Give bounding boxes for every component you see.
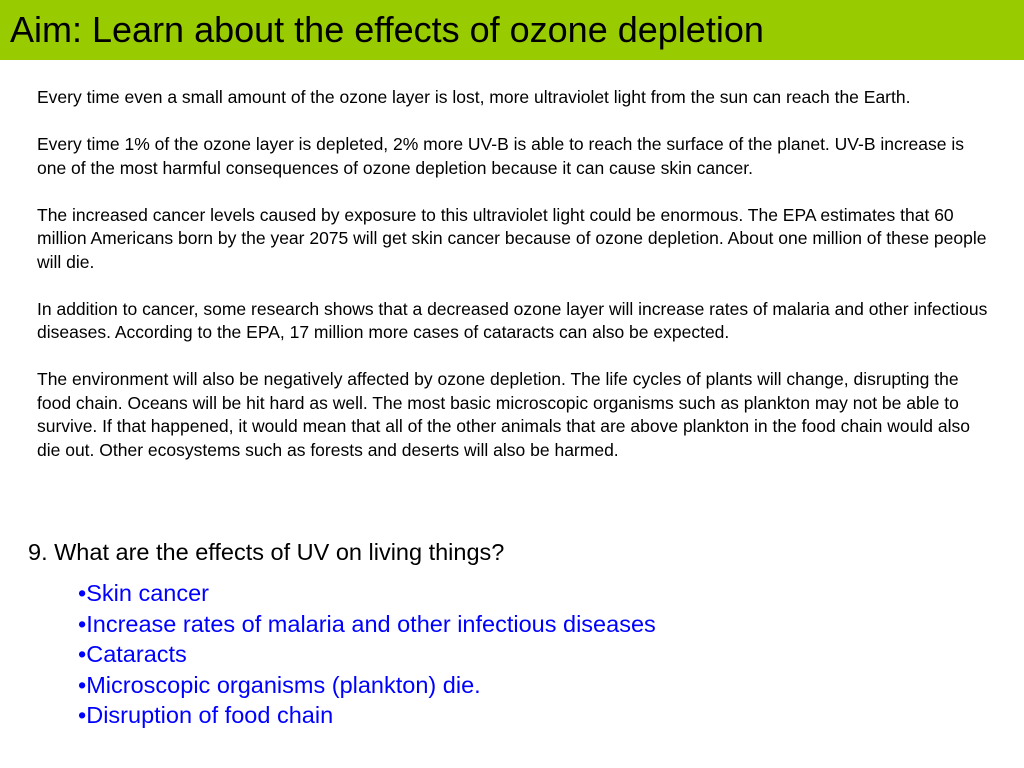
answer-text: Microscopic organisms (plankton) die.: [86, 671, 481, 698]
answer-list: [78, 578, 656, 731]
answer-item: [78, 609, 656, 640]
answer-item: [78, 700, 656, 731]
answer-item: [78, 639, 656, 670]
answer-text: Disruption of food chain: [86, 702, 334, 728]
title-bar: [0, 0, 1024, 60]
paragraph: The environment will also be negatively affected by ozone depletion. The life cycles of plants will change, disrupting the food chain. Oceans will be hit hard as well. The most basic microscopic organisms such as plankton may not be able to survive. If that happened, it would mean that all of the other animals that are above plankton in the food chain would also die out. Other ecosystems such as forests and deserts will also be harmed.: [37, 369, 970, 460]
bullet-marker: •: [78, 610, 87, 637]
question-heading: 9. What are the effects of UV on living things?: [28, 539, 505, 565]
answer-item: [78, 578, 656, 609]
slide-title: Aim: Learn about the effects of ozone depletion: [10, 9, 764, 50]
reading-passage: [37, 86, 992, 462]
answer-text: Increase rates of malaria and other infectious diseases: [86, 610, 656, 637]
bullet-marker: •: [78, 702, 87, 728]
answer-text: Cataracts: [86, 641, 187, 667]
answer-item: [78, 670, 656, 701]
paragraph: Every time even a small amount of the ozone layer is lost, more ultraviolet light from the sun can reach the Earth.: [37, 87, 911, 107]
bullet-marker: •: [78, 641, 87, 667]
paragraph: Every time 1% of the ozone layer is depleted, 2% more UV-B is able to reach the surface of the planet. UV-B increase is one of the most harmful consequences of ozone depletion because it can cause skin cancer.: [37, 134, 965, 178]
paragraph: The increased cancer levels caused by exposure to this ultraviolet light could be enormous. The EPA estimates that 60 million Americans born by the year 2075 will get skin cancer because of ozone depletion. About one million of these people will die.: [37, 204, 987, 272]
bullet-marker: •: [78, 580, 87, 606]
answer-text: Skin cancer: [86, 580, 210, 606]
paragraph: In addition to cancer, some research shows that a decreased ozone layer will increase rates of malaria and other infectious diseases. According to the EPA, 17 million more cases of cataracts can also be expected.: [37, 298, 988, 342]
bullet-marker: •: [78, 671, 87, 698]
